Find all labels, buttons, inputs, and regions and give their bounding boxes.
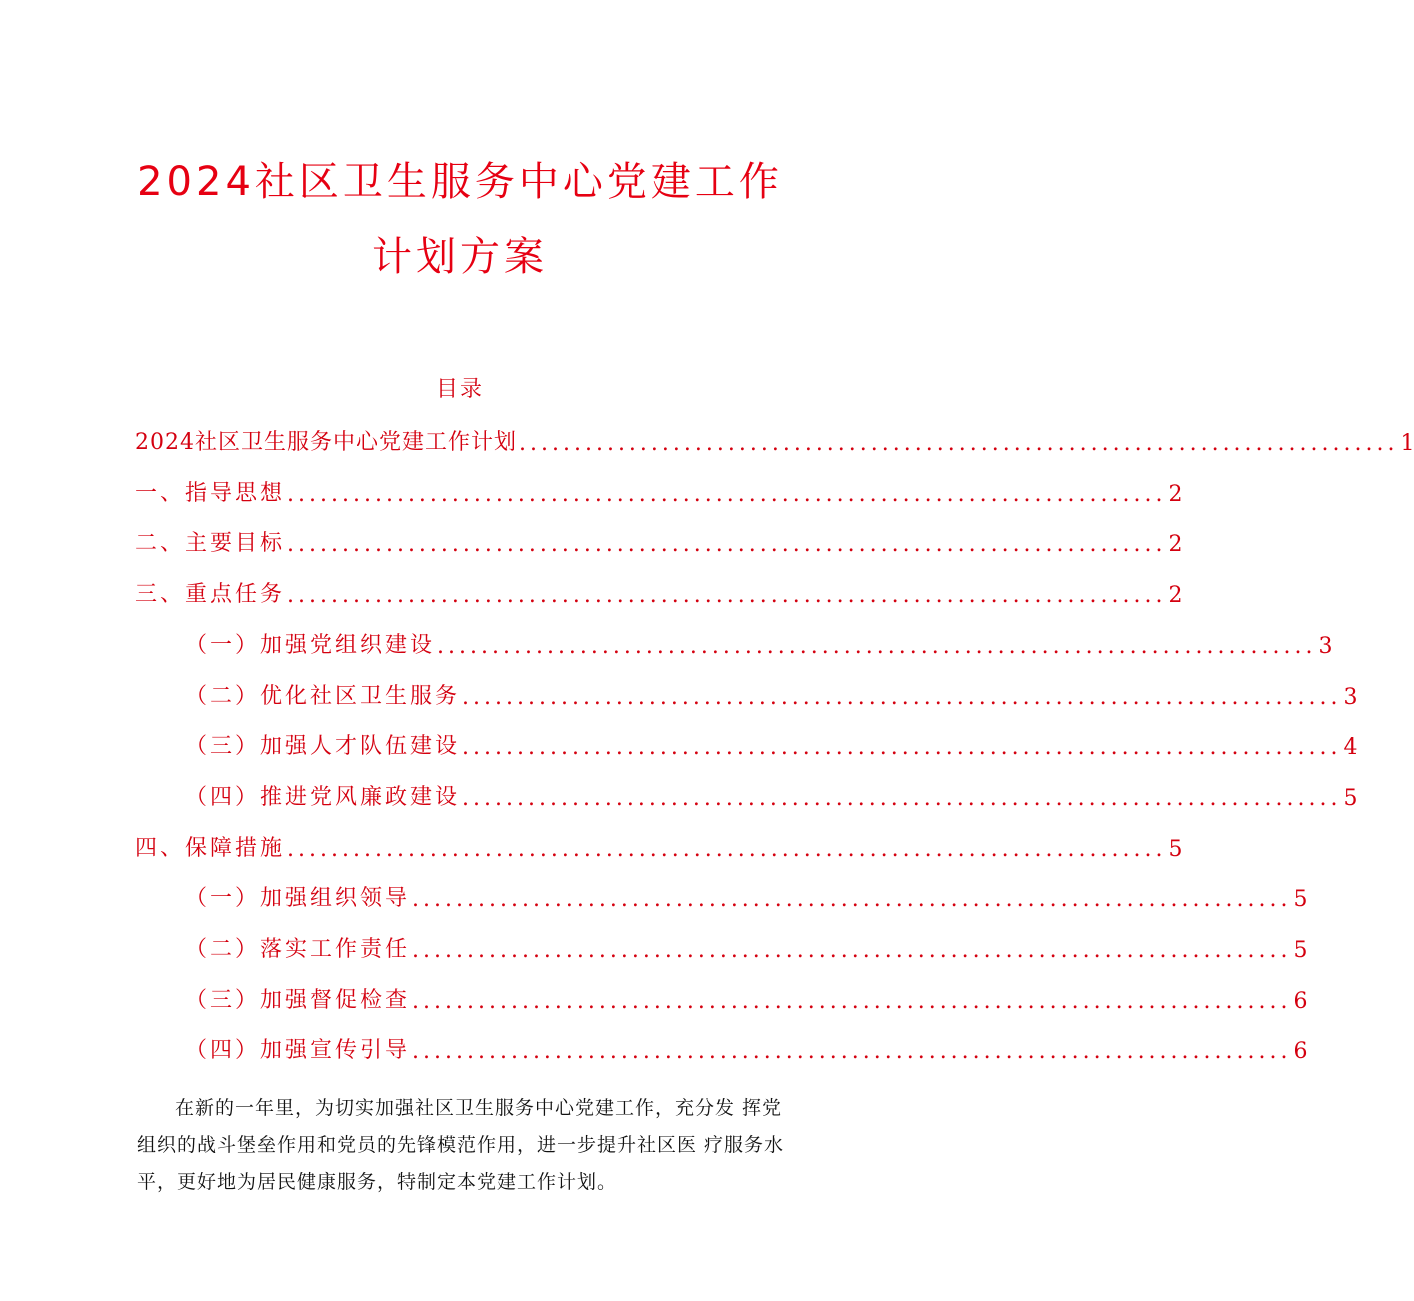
toc-entry-page: 3 xyxy=(1318,633,1333,659)
toc-entry-page: 5 xyxy=(1168,836,1183,862)
toc-entry[interactable] xyxy=(185,876,1308,913)
toc-entry-title: （二）优化社区卫生服务 xyxy=(185,683,461,709)
toc-leader-dots: ................................................................................ xyxy=(437,633,1317,659)
toc-entry[interactable] xyxy=(185,927,1308,963)
toc-entry-page: 5 xyxy=(1343,785,1358,811)
toc-entry-page: 3 xyxy=(1343,684,1358,710)
toc-leader-dots: ................................................................................ xyxy=(519,431,1399,456)
toc-entry[interactable] xyxy=(185,724,1358,761)
toc-entry[interactable] xyxy=(185,623,1333,659)
toc-entry-title: （四）推进党风廉政建设 xyxy=(185,784,461,810)
intro-paragraph: 在新的一年里，为切实加强社区卫生服务中心党建工作，充分发 挥党组织的战斗堡垒作用和党员的先锋模范作用，进一步提升社区医 疗服务水平，更好地为居民健康服务，特制定本党建工作计划。 xyxy=(137,1097,785,1193)
toc-entry-page: 2 xyxy=(1168,532,1183,558)
document-title-line2: 计划方案 xyxy=(372,234,548,280)
toc-leader-dots: ................................................................................ xyxy=(287,532,1167,558)
toc-entry-title: （一）加强组织领导 xyxy=(185,886,411,912)
toc-entry[interactable] xyxy=(185,775,1358,811)
toc-entry-title: 二、主要目标 xyxy=(135,531,286,557)
toc-leader-dots: ................................................................................ xyxy=(462,785,1342,811)
toc-entry[interactable] xyxy=(135,420,1414,456)
toc-entry[interactable] xyxy=(185,978,1308,1014)
toc-leader-dots: ................................................................................ xyxy=(412,887,1292,913)
toc-entry[interactable] xyxy=(185,1028,1308,1065)
toc-leader-dots: ................................................................................ xyxy=(412,988,1292,1014)
toc-entry-title: （三）加强督促检查 xyxy=(185,987,411,1013)
toc-leader-dots: ................................................................................ xyxy=(412,1039,1292,1065)
toc-entry-page: 2 xyxy=(1168,481,1183,507)
toc-entry-title: （二）落实工作责任 xyxy=(185,937,411,962)
toc-entry-page: 1 xyxy=(1400,431,1414,456)
toc-entry-page: 4 xyxy=(1343,735,1358,761)
toc-entry-page: 6 xyxy=(1293,1039,1308,1065)
toc-entry[interactable] xyxy=(135,471,1183,507)
toc-entry-title: （一）加强党组织建设 xyxy=(185,632,436,658)
toc-entry[interactable] xyxy=(135,826,1183,862)
toc-entry-page: 5 xyxy=(1293,887,1308,913)
toc-entry[interactable] xyxy=(135,521,1183,558)
toc-entry-title: 2024社区卫生服务中心党建工作计划 xyxy=(135,430,517,455)
toc-entry-page: 5 xyxy=(1293,938,1308,963)
toc-leader-dots: ................................................................................ xyxy=(287,836,1167,862)
toc-leader-dots: ................................................................................ xyxy=(412,938,1292,963)
toc-entry-title: 一、指导思想 xyxy=(135,480,286,506)
toc-heading: 目录 xyxy=(435,377,484,402)
toc-leader-dots: ................................................................................ xyxy=(462,684,1342,710)
toc-entry-title: （四）加强宣传引导 xyxy=(185,1038,411,1064)
toc-entry-page: 6 xyxy=(1293,988,1308,1014)
toc-entry[interactable] xyxy=(135,572,1183,609)
toc-entry-title: （三）加强人才队伍建设 xyxy=(185,734,461,760)
document-title-line1: 2024社区卫生服务中心党建工作 xyxy=(137,159,783,205)
toc-entry-page: 2 xyxy=(1168,583,1183,609)
toc-leader-dots: ................................................................................ xyxy=(287,583,1167,609)
toc-leader-dots: ................................................................................ xyxy=(287,481,1167,507)
toc-entry[interactable] xyxy=(185,674,1358,710)
toc-entry-title: 四、保障措施 xyxy=(135,835,286,861)
toc-leader-dots: ................................................................................ xyxy=(462,735,1342,761)
toc-entry-title: 三、重点任务 xyxy=(135,582,286,608)
